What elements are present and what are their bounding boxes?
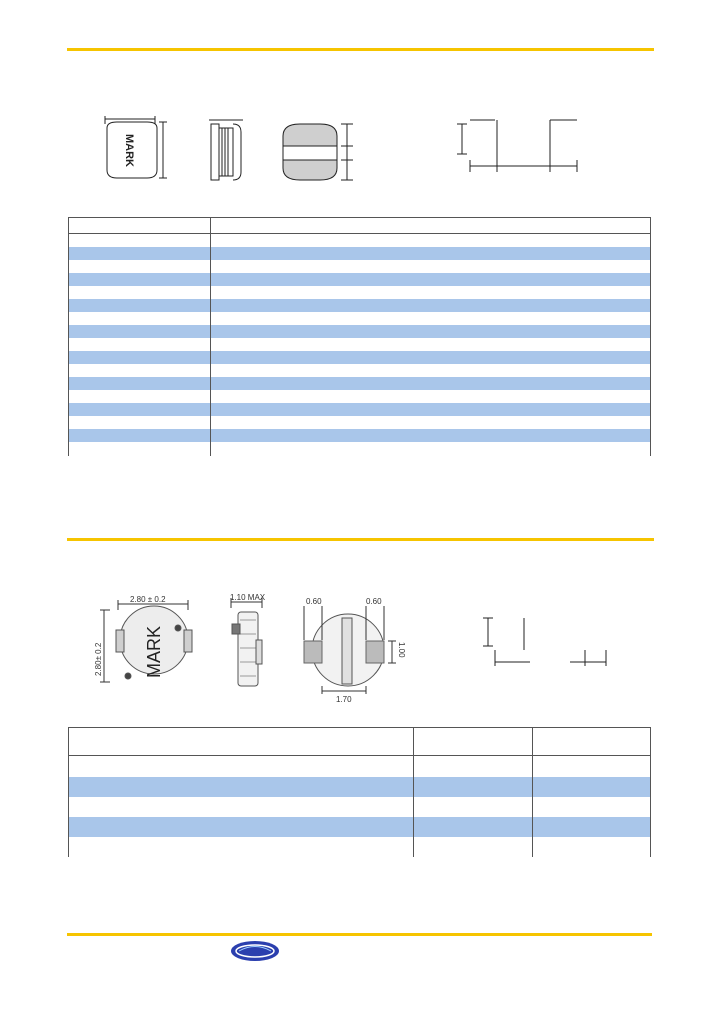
s2-land-pattern (483, 618, 606, 666)
table-row (69, 390, 651, 403)
table-row (69, 299, 651, 312)
s2-dim-span: 1.70 (336, 695, 352, 704)
s2-mark-text: MARK (144, 625, 164, 678)
section1-top-rule (67, 48, 654, 51)
table-row (69, 837, 651, 857)
table-row (69, 351, 651, 364)
table-header-row (69, 728, 651, 756)
section2-top-rule (67, 538, 654, 541)
s1-side-view (209, 120, 243, 180)
table-row (69, 286, 651, 299)
s1-bottom-view (283, 124, 353, 180)
s1-mark-text: MARK (123, 134, 135, 167)
s1-land-pattern (457, 120, 577, 172)
s2-dim-pad-right: 0.60 (366, 597, 382, 606)
table-row (69, 403, 651, 416)
table-row (69, 364, 651, 377)
s2-dim-pad-height: 1.00 (397, 642, 406, 658)
s2-dim-pad-left: 0.60 (306, 597, 322, 606)
s2-dim-height: 2.80± 0.2 (94, 642, 103, 676)
s2-bottom-view (304, 606, 396, 694)
table-row (69, 247, 651, 260)
footer-rule (67, 933, 652, 936)
table-row (69, 325, 651, 338)
s1-top-view (105, 116, 167, 178)
table-row (69, 312, 651, 325)
s2-side-view (231, 598, 262, 686)
table-row (69, 273, 651, 286)
s2-dim-height-max: 1.10 MAX (230, 593, 266, 602)
table-row (69, 260, 651, 273)
table-row (69, 234, 651, 247)
table-row (69, 817, 651, 837)
table-row (69, 429, 651, 442)
table-row (69, 756, 651, 777)
s1-spec-table (68, 217, 651, 456)
table-header-row (69, 218, 651, 234)
table-row (69, 777, 651, 797)
table-row (69, 797, 651, 817)
s2-dim-width: 2.80 ± 0.2 (130, 595, 166, 604)
s2-spec-table (68, 727, 651, 857)
table-row (69, 416, 651, 429)
company-logo (230, 940, 280, 962)
table-row (69, 377, 651, 390)
table-row (69, 442, 651, 456)
table-row (69, 338, 651, 351)
section2-drawing (90, 590, 630, 705)
section1-drawing (95, 110, 595, 190)
